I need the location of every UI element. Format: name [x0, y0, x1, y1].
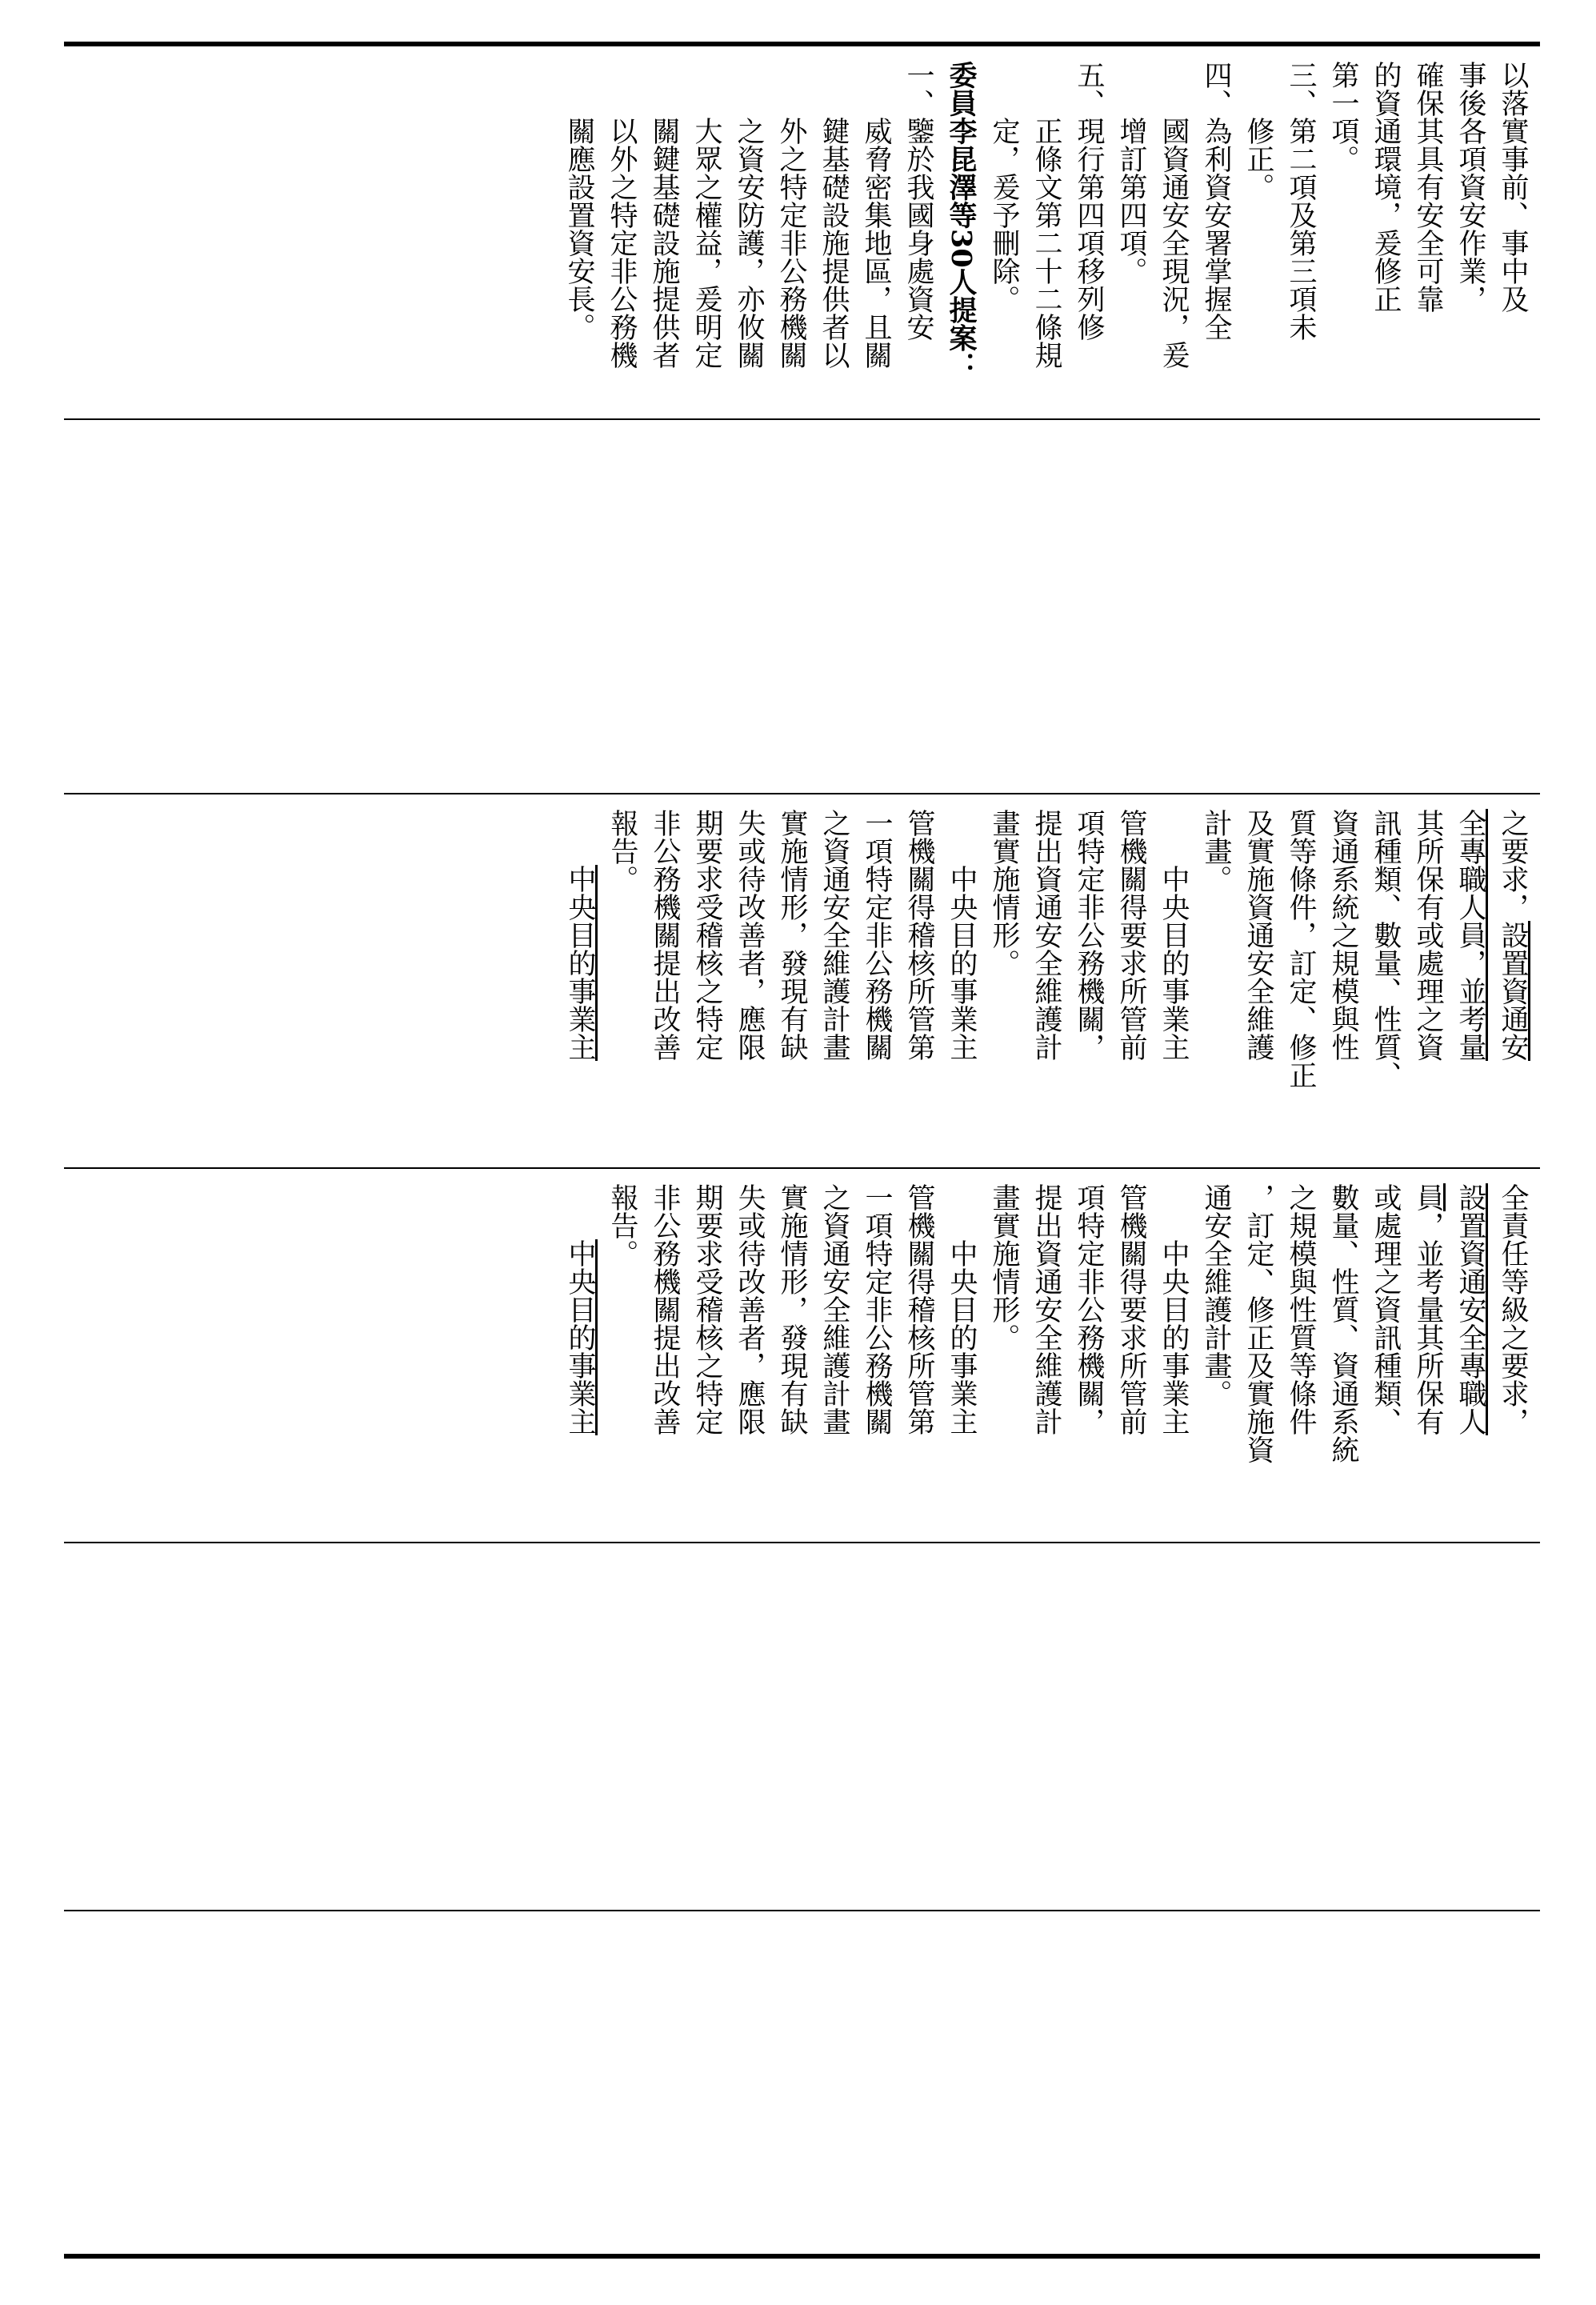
text-segment: 提出資通安全維護計	[1030, 809, 1062, 1061]
text-segment: 之要求，	[1497, 809, 1529, 921]
underlined-text: 設置資通安全專職人	[1454, 1183, 1486, 1435]
text-segment: 威脅密集地區，且關	[860, 61, 892, 369]
empty-section-2	[64, 1543, 1540, 1910]
text-line	[728, 1183, 770, 1463]
text-line	[1067, 1183, 1110, 1463]
text-segment: 畫實施情形。	[988, 809, 1020, 977]
text-segment: 及實施資通安全維護	[1242, 809, 1274, 1061]
text-line	[600, 61, 642, 380]
current-article-text	[558, 809, 1534, 1089]
text-line	[686, 1183, 728, 1463]
text-segment: 之資通安全維護計畫	[818, 809, 850, 1061]
text-line	[770, 1183, 813, 1463]
text-segment: 或處理之資訊種類、	[1370, 1183, 1402, 1435]
text-line	[1449, 809, 1491, 1089]
text-line	[1152, 1183, 1194, 1463]
text-line	[813, 809, 855, 1089]
underlined-text: 中央目的事業主	[564, 865, 596, 1061]
text-segment: 以落實事前、事中及	[1497, 61, 1529, 313]
bottom-border	[64, 2254, 1540, 2259]
text-line	[601, 809, 643, 1089]
text-line	[1194, 1183, 1237, 1463]
text-line	[728, 809, 770, 1089]
text-segment: 之資安防護，亦攸關	[733, 61, 765, 369]
text-segment: 大眾之權益，爰明定	[690, 61, 722, 369]
text-segment: ，並考量其所保有	[1412, 1211, 1444, 1435]
text-line	[898, 809, 940, 1089]
text-segment: 國資通安全現況，爰	[1158, 61, 1190, 369]
text-line	[1491, 809, 1534, 1089]
text-segment: 實施情形，發現有缺	[776, 1183, 808, 1435]
text-line	[1110, 61, 1152, 380]
text-line	[558, 809, 601, 1089]
text-line	[1449, 1183, 1491, 1463]
empty-section-3	[64, 1911, 1540, 2254]
text-line	[770, 809, 813, 1089]
text-line	[1491, 61, 1534, 380]
text-segment: 確保其具有安全可靠	[1412, 61, 1444, 313]
text-line	[770, 61, 812, 380]
text-line	[558, 1183, 601, 1463]
text-line	[1491, 1183, 1534, 1463]
text-segment: 五、現行第四項移列修	[1073, 61, 1105, 341]
text-line	[1194, 809, 1237, 1089]
text-segment: 數量、性質、資通系統	[1327, 1183, 1359, 1463]
text-line	[982, 809, 1025, 1089]
text-line	[1322, 809, 1364, 1089]
text-segment: 一項特定非公務機關	[861, 809, 893, 1061]
text-segment: 其所保有或處理之資	[1412, 809, 1444, 1061]
text-segment: 質等條件，訂定、修正	[1285, 809, 1317, 1089]
text-segment: 項特定非公務機關，	[1073, 1183, 1105, 1435]
text-line	[813, 1183, 855, 1463]
text-line	[685, 61, 727, 380]
text-segment: 三、第二項及第三項未	[1285, 61, 1317, 341]
text-segment: 一項特定非公務機關	[861, 1183, 893, 1435]
text-line	[1110, 1183, 1152, 1463]
text-line	[1067, 809, 1110, 1089]
text-segment: 第一項。	[1327, 61, 1359, 173]
text-segment: 期要求受稽核之特定	[691, 809, 723, 1061]
text-segment: 四、為利資安署掌握全	[1200, 61, 1232, 341]
text-segment: 資通系統之規模與性	[1327, 809, 1359, 1061]
text-segment: 中央目的事業主	[946, 1183, 978, 1435]
text-line	[898, 1183, 940, 1463]
text-line	[601, 1183, 643, 1463]
text-line	[727, 61, 770, 380]
text-segment: 中央目的事業主	[1158, 809, 1190, 1061]
reason-section	[64, 46, 1540, 418]
text-line	[940, 1183, 982, 1463]
text-segment: 報告。	[606, 809, 638, 893]
text-line	[1322, 61, 1364, 380]
underlined-text: 員	[1412, 1183, 1444, 1211]
text-segment: 期要求受稽核之特定	[691, 1183, 723, 1435]
text-segment: 修正。	[1242, 61, 1274, 201]
text-segment: 中央目的事業主	[1158, 1183, 1190, 1435]
text-segment: 外之特定非公務機關	[775, 61, 807, 369]
text-segment: 關應設置資安長。	[563, 61, 595, 341]
text-segment: 的資通環境，爰修正	[1370, 61, 1402, 313]
text-segment: 正條文第二十二條規	[1030, 61, 1062, 369]
text-segment: 項特定非公務機關，	[1073, 809, 1105, 1061]
text-line	[1237, 1183, 1279, 1463]
text-segment: 報告。	[606, 1183, 638, 1267]
text-segment: 通安全維護計畫。	[1200, 1183, 1232, 1407]
bold-heading-text: 委員李昆澤等30人提案：	[945, 61, 978, 380]
proposed-article-section	[64, 1169, 1540, 1542]
text-line	[855, 809, 898, 1089]
proposed-article-text	[558, 1183, 1534, 1463]
text-segment	[564, 809, 596, 865]
text-segment: 一、鑒於我國身處資安	[902, 61, 934, 341]
text-segment: 非公務機關提出改善	[649, 809, 681, 1061]
text-line	[1279, 809, 1322, 1089]
text-segment: ，訂定、修正及實施資	[1242, 1183, 1274, 1463]
reason-text	[558, 61, 1534, 380]
text-line	[558, 61, 600, 380]
text-line	[1110, 809, 1152, 1089]
text-segment: 失或待改善者，應限	[734, 1183, 766, 1435]
text-line	[939, 61, 982, 380]
text-line	[940, 809, 982, 1089]
empty-section-1	[64, 420, 1540, 793]
text-segment: 非公務機關提出改善	[649, 1183, 681, 1435]
text-segment: 管機關得要求所管前	[1115, 809, 1147, 1061]
text-segment: 之資通安全維護計畫	[818, 1183, 850, 1435]
text-line	[1279, 61, 1322, 380]
text-line	[1152, 809, 1194, 1089]
text-segment: 提出資通安全維護計	[1030, 1183, 1062, 1435]
text-line	[1406, 1183, 1449, 1463]
text-segment: 關鍵基礎設施提供者	[648, 61, 680, 369]
text-line	[643, 1183, 686, 1463]
text-line	[1364, 1183, 1406, 1463]
text-line	[1194, 61, 1237, 380]
text-line	[1237, 61, 1279, 380]
text-segment: 管機關得稽核所管第	[903, 809, 935, 1061]
text-line	[1322, 1183, 1364, 1463]
text-line	[1449, 61, 1491, 380]
text-line	[642, 61, 685, 380]
text-line	[1025, 1183, 1067, 1463]
text-segment	[564, 1183, 596, 1239]
text-segment: 事後各項資安作業，	[1454, 61, 1486, 313]
text-line	[1406, 61, 1449, 380]
text-line	[1364, 61, 1406, 380]
text-segment: 以外之特定非公務機	[606, 61, 638, 369]
text-line	[686, 809, 728, 1089]
text-line	[1364, 809, 1406, 1089]
underlined-text: 設置資通安	[1497, 921, 1529, 1061]
underlined-text: 全專職人員，並考量	[1454, 809, 1486, 1061]
text-segment: 全責任等級之要求，	[1497, 1183, 1529, 1435]
text-segment: 之規模與性質等條件	[1285, 1183, 1317, 1435]
text-segment: 管機關得稽核所管第	[903, 1183, 935, 1435]
text-line	[643, 809, 686, 1089]
text-segment: 訊種類、數量、性質、	[1370, 809, 1402, 1089]
text-line	[855, 1183, 898, 1463]
text-line	[1152, 61, 1194, 380]
underlined-text: 中央目的事業主	[564, 1239, 596, 1435]
current-article-section	[64, 794, 1540, 1167]
text-segment: 實施情形，發現有缺	[776, 809, 808, 1061]
text-line	[1067, 61, 1110, 380]
text-line	[1237, 809, 1279, 1089]
text-line	[1279, 1183, 1322, 1463]
text-line	[1406, 809, 1449, 1089]
text-segment: 增訂第四項。	[1115, 61, 1147, 285]
text-line	[982, 1183, 1025, 1463]
text-segment: 定，爰予刪除。	[988, 61, 1020, 313]
text-segment: 管機關得要求所管前	[1115, 1183, 1147, 1435]
text-line	[1025, 61, 1067, 380]
text-line	[812, 61, 854, 380]
text-segment: 計畫。	[1200, 809, 1232, 893]
text-line	[854, 61, 897, 380]
text-line	[897, 61, 939, 380]
text-segment: 失或待改善者，應限	[734, 809, 766, 1061]
text-segment: 畫實施情形。	[988, 1183, 1020, 1351]
text-segment: 中央目的事業主	[946, 809, 978, 1061]
text-line	[982, 61, 1025, 380]
text-line	[1025, 809, 1067, 1089]
text-segment: 鍵基礎設施提供者以	[818, 61, 850, 369]
